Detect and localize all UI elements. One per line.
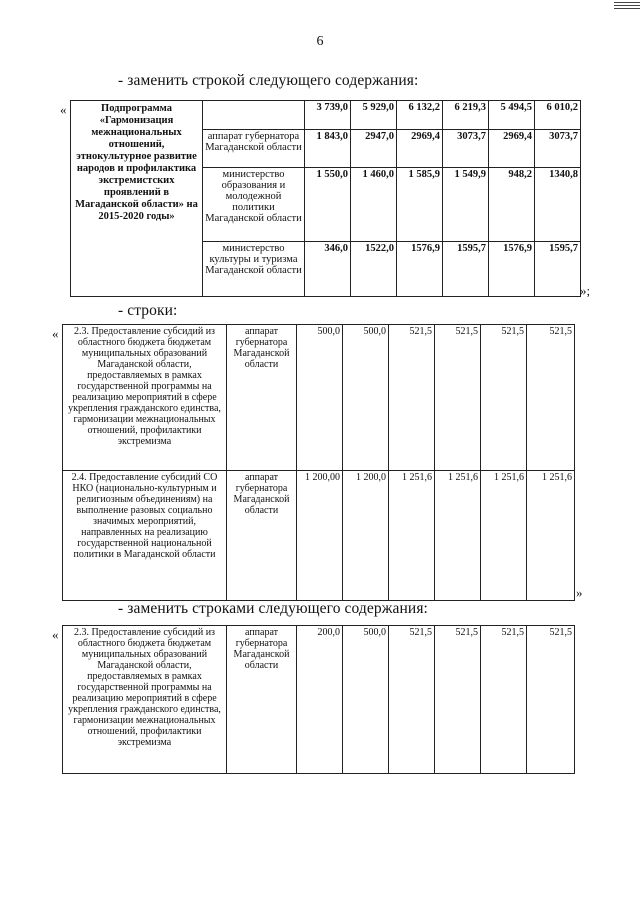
- open-quote: «: [60, 102, 67, 117]
- instruction-rows: - строки:: [118, 302, 178, 319]
- table-cell: 1 251,6: [481, 471, 527, 601]
- table-cell: 6 219,3: [443, 101, 489, 130]
- close-quote: »;: [580, 283, 591, 298]
- subprogram-title: Подпрограмма «Гармонизация межнациональных отношений, этнокультурное развитие народов и профилактика экстремистских проявлений в Магаданской области» на 2015-2020 годы»: [71, 101, 203, 297]
- table-cell: 3 739,0: [305, 101, 351, 130]
- page-number: 6: [316, 34, 324, 49]
- table-row: [63, 471, 575, 601]
- table-cell: 200,0: [297, 626, 343, 774]
- table-cell: 5 929,0: [351, 101, 397, 130]
- table-cell: 1 200,00: [297, 471, 343, 601]
- table-cell: 521,5: [527, 325, 575, 471]
- table-cell: 2947,0: [351, 129, 397, 168]
- table-cell: 1 251,6: [527, 471, 575, 601]
- table-cell: 1 251,6: [435, 471, 481, 601]
- table-cell: 1576,9: [397, 241, 443, 296]
- table-cell: 2969,4: [489, 129, 535, 168]
- open-quote: «: [52, 627, 59, 642]
- table-row: [63, 626, 575, 774]
- table-cell: 521,5: [435, 325, 481, 471]
- rows-table: [62, 324, 575, 601]
- corner-scan-mark: [614, 0, 640, 12]
- executor-cell: министерство образования и молодежной политики Магаданской области: [203, 168, 305, 242]
- table-cell: 1522,0: [351, 241, 397, 296]
- table-cell: 1595,7: [443, 241, 489, 296]
- executor-cell: аппарат губернатора Магаданской области: [203, 129, 305, 168]
- table-cell: 6 132,2: [397, 101, 443, 130]
- table-cell: 1595,7: [535, 241, 581, 296]
- measure-description: 2.3. Предоставление субсидий из областного бюджета бюджетам муниципальных образований Магаданской области, предоставляемых в рамках государственной программы на реализацию мероприятий в сфере укрепления гражданского единства, гармонизации межнациональных отношений, профилактики экстремизма: [63, 626, 227, 774]
- executor-cell: аппарат губернатора Магаданской области: [227, 626, 297, 774]
- executor-cell: министерство культуры и туризма Магаданской области: [203, 241, 305, 296]
- subprogram-table: [70, 100, 581, 297]
- open-quote: «: [52, 326, 59, 341]
- table-cell: 521,5: [389, 325, 435, 471]
- executor-cell: аппарат губернатора Магаданской области: [227, 325, 297, 471]
- instruction-replace-rows: - заменить строками следующего содержания:: [118, 600, 428, 617]
- table-cell: [203, 101, 305, 130]
- executor-cell: аппарат губернатора Магаданской области: [227, 471, 297, 601]
- table-row: [71, 101, 581, 130]
- table-row: [63, 325, 575, 471]
- table-cell: 521,5: [527, 626, 575, 774]
- table-cell: 521,5: [481, 626, 527, 774]
- table-cell: 1 585,9: [397, 168, 443, 242]
- close-quote: »: [576, 585, 583, 600]
- table-cell: 1 550,0: [305, 168, 351, 242]
- table-cell: 500,0: [297, 325, 343, 471]
- table-cell: 5 494,5: [489, 101, 535, 130]
- table-cell: 521,5: [389, 626, 435, 774]
- table-cell: 346,0: [305, 241, 351, 296]
- measure-description: 2.3. Предоставление субсидий из областного бюджета бюджетам муниципальных образований Магаданской области, предоставляемых в рамках государственной программы на реализацию мероприятий в сфере укрепления гражданского единства, гармонизации межнациональных отношений, профилактики экстремизма: [63, 325, 227, 471]
- table-cell: 500,0: [343, 325, 389, 471]
- instruction-replace-row: - заменить строкой следующего содержания:: [118, 72, 419, 89]
- table-cell: 6 010,2: [535, 101, 581, 130]
- table-cell: 1 549,9: [443, 168, 489, 242]
- table-cell: 1 460,0: [351, 168, 397, 242]
- table-cell: 521,5: [481, 325, 527, 471]
- replacement-rows-table: [62, 625, 575, 774]
- table-cell: 1 251,6: [389, 471, 435, 601]
- table-cell: 1 200,0: [343, 471, 389, 601]
- table-cell: 2969,4: [397, 129, 443, 168]
- table-cell: 948,2: [489, 168, 535, 242]
- measure-description: 2.4. Предоставление субсидий СО НКО (национально-культурным и религиозным объединениям) на выполнение разовых социально значимых мероприятий, направленных на реализацию государственной национальной политики в Магаданской области: [63, 471, 227, 601]
- table-cell: 1576,9: [489, 241, 535, 296]
- table-cell: 521,5: [435, 626, 481, 774]
- table-cell: 3073,7: [443, 129, 489, 168]
- table-cell: 500,0: [343, 626, 389, 774]
- table-cell: 1 843,0: [305, 129, 351, 168]
- table-cell: 1340,8: [535, 168, 581, 242]
- table-cell: 3073,7: [535, 129, 581, 168]
